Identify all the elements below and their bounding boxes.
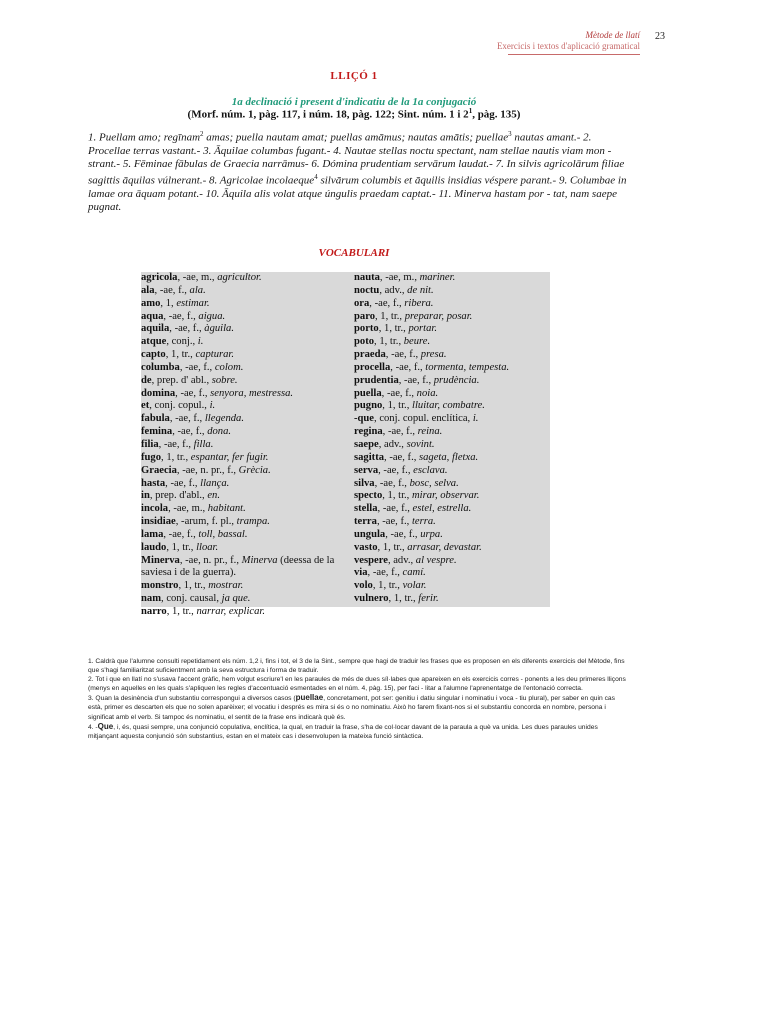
vocab-entry: [141, 400, 341, 413]
vocab-headword: pugno: [354, 400, 383, 412]
footnote-2: 2. Tot i que en llatí no s'usava l'accent gràfic, hem volgut escriure'l en les paraules de més de dues síl·labes que apareixen en els exercicis corres - ponents a les deu primeres lliçons (menys en aquelles en les quals s'apliquen les regles d'accentuació esmentades en el núm. 4, pàg. 15), per faci - litar a l'alumne l'aprenentatge de l'entonació correcta.: [88, 676, 626, 693]
vocab-translation: mirar, observar.: [411, 490, 480, 502]
vocab-entry: [141, 490, 341, 503]
vocab-headword: vespere: [354, 554, 388, 566]
vocab-translation: noia.: [416, 387, 439, 399]
vocab-entry: [141, 452, 341, 465]
vocab-entry: [354, 465, 550, 478]
vocab-grammar: , -ae, f.,: [175, 387, 211, 399]
vocab-grammar: , -ae, f.,: [398, 374, 434, 386]
vocab-grammar: , -ae, f.,: [374, 477, 410, 489]
vocab-entry: [354, 503, 550, 516]
vocab-entry: [354, 298, 550, 311]
vocab-headword: de: [141, 374, 152, 386]
vocab-headword: silva: [354, 477, 375, 489]
vocab-headword: in: [141, 490, 150, 502]
vocab-translation: i.: [209, 400, 216, 412]
vocab-grammar: , -ae, n. pr., f.,: [179, 554, 242, 566]
vocab-entry: [141, 555, 341, 581]
vocab-headword: -que: [354, 413, 375, 425]
vocab-translation: colom.: [214, 361, 244, 373]
vocab-entry: [141, 311, 341, 324]
vocab-translation: volar.: [402, 580, 427, 592]
vocabulary-right-column: [354, 272, 550, 606]
vocab-headword: nam: [141, 593, 162, 605]
vocab-grammar: , 1, tr.,: [166, 541, 197, 553]
header-subtitle: Exercicis i textos d'aplicació gramatical: [496, 41, 640, 51]
vocab-entry: [354, 478, 550, 491]
vocab-translation: ala.: [189, 284, 206, 296]
vocab-translation: mariner.: [419, 272, 456, 283]
vocab-grammar: , -ae, f.,: [165, 477, 201, 489]
vocab-translation: sovint.: [406, 438, 435, 450]
vocab-entry: [141, 593, 341, 606]
vocab-headword: amo: [141, 297, 161, 309]
vocab-entry: [354, 439, 550, 452]
vocab-headword: aqua: [141, 310, 164, 322]
footnote-4-text-b: , i, és, quasi sempre, una conjunció copulativa, enclítica, la qual, en traduir la frase, s'ha de col·locar davant de la paraula a què va unida. Les dues paraules unides mitjançant aquesta conjunció són substantius, estan en el mateix cas i desenvolupen la mateixa funció sintàctica.: [88, 723, 598, 740]
vocab-headword: atque: [141, 336, 167, 348]
vocab-grammar: , -ae, m.,: [168, 503, 208, 515]
vocab-translation: prudència.: [433, 374, 480, 386]
vocab-headword: regina: [354, 426, 383, 438]
vocab-headword: specto: [354, 490, 383, 502]
vocab-entry: [354, 516, 550, 529]
vocab-grammar: , -ae, n. pr., f.,: [176, 464, 239, 476]
vocab-grammar: , -ae, f.,: [385, 528, 421, 540]
header-rule: [508, 54, 640, 55]
vocab-grammar: , -ae, f.,: [169, 413, 205, 425]
vocab-headword: porto: [354, 323, 379, 335]
vocab-grammar: , -ae, f.,: [384, 451, 420, 463]
vocab-grammar: , conj. copul. enclítica,: [374, 413, 473, 425]
vocab-headword: ungula: [354, 528, 386, 540]
vocab-headword: insidiae: [141, 516, 176, 528]
vocab-entry: [354, 311, 550, 324]
vocab-translation: urpa.: [420, 528, 443, 540]
vocab-headword: sagitta: [354, 451, 385, 463]
vocab-headword: poto: [354, 336, 375, 348]
vocab-translation: camí.: [402, 567, 426, 579]
vocab-headword: Graecia: [141, 464, 177, 476]
vocab-grammar: , -ae, f.,: [382, 426, 418, 438]
vocab-headword: prudentia: [354, 374, 399, 386]
vocab-headword: praeda: [354, 349, 386, 361]
vocab-translation: portar.: [408, 323, 438, 335]
vocab-translation: lluitar, combatre.: [412, 400, 485, 412]
running-header: [497, 30, 640, 52]
vocabulary-title: VOCABULARI: [318, 247, 390, 259]
vocab-entry: [354, 400, 550, 413]
vocabulary-box: [141, 272, 550, 617]
vocab-entry: [354, 593, 550, 606]
vocab-translation: bosc, selva.: [409, 477, 459, 489]
vocab-entry: [354, 555, 550, 568]
exercise-text-4: silvārum columbis et āquilis insidias véspere parant.- 9. Columbae in lamae ora āquam potant.- 10. Āquila alis volat atque úngulis praedam captat.- 11. Minerva hastam por - tat, nam saepe pugnat.: [88, 174, 627, 214]
vocab-grammar: , 1, tr.,: [378, 323, 409, 335]
vocab-headword: paro: [354, 310, 375, 322]
vocab-grammar: , -ae, f.,: [376, 516, 412, 528]
vocab-translation: trampa.: [236, 516, 270, 528]
vocab-grammar: , prep. d' abl.,: [151, 374, 212, 386]
vocab-headword: procella: [354, 361, 391, 373]
refs-text-end: , pàg. 135): [472, 108, 521, 121]
vocab-headword: femina: [141, 426, 173, 438]
vocab-translation: arrasar, devastar.: [407, 541, 482, 553]
vocab-translation: Grècia.: [238, 464, 271, 476]
vocab-translation: lloar.: [196, 541, 219, 553]
vocab-entry: [141, 529, 341, 542]
vocab-translation: habitant.: [207, 503, 246, 515]
vocab-headword: ora: [354, 297, 370, 309]
lesson-references: [0, 107, 708, 121]
exercise-text-2: amas; puella nautam amat; puellas amāmus; nautas amātis; puellae: [203, 131, 509, 144]
vocab-grammar: , 1, tr.,: [377, 541, 408, 553]
vocab-headword: narro: [141, 605, 167, 617]
vocab-grammar: , adv.,: [387, 554, 416, 566]
vocab-headword: fugo: [141, 451, 162, 463]
footnote-1: 1. Caldrà que l'alumne consulti repetidament els núm. 1,2 i, fins i tot, el 3 de la Sint., sempre que hagi de traduir les frases que es proposen en els diferents exercicis del Mètode, fins que s'hagi familiaritzat suficientment amb la seva estructura i forma de traduir.: [88, 658, 625, 675]
vocab-translation: dona.: [207, 426, 232, 438]
vocab-grammar: , conj. causal,: [161, 593, 222, 605]
vocab-translation: capturar.: [195, 349, 235, 361]
vocab-entry: [354, 490, 550, 503]
footnote-marker-4: 4: [314, 173, 318, 182]
vocab-headword: vasto: [354, 541, 378, 553]
vocab-grammar: , 1, tr.,: [382, 400, 413, 412]
vocab-grammar: , adv.,: [378, 438, 407, 450]
vocab-headword: noctu: [354, 284, 380, 296]
vocab-note: (deessa de la saviesa i de la guerra).: [141, 554, 335, 579]
vocab-grammar: , -ae, f.,: [390, 361, 426, 373]
vocab-headword: aquila: [141, 323, 170, 335]
vocab-entry: [141, 285, 341, 298]
vocab-entry: [141, 542, 341, 555]
vocab-entry: [141, 465, 341, 478]
lesson-subtitle: 1a declinació i present d'indicatiu de la 1a conjugació: [231, 96, 477, 108]
vocab-grammar: , -ae, f.,: [385, 349, 421, 361]
vocab-headword: hasta: [141, 477, 166, 489]
vocabulary-left-column: [141, 272, 341, 619]
vocab-translation: terra.: [411, 516, 436, 528]
vocab-headword: stella: [354, 503, 378, 515]
exercise-paragraph: [88, 128, 628, 215]
vocab-grammar: , -arum, f. pl.,: [175, 516, 237, 528]
vocab-headword: ala: [141, 284, 155, 296]
vocab-grammar: , -ae, f.,: [154, 284, 190, 296]
vocab-headword: capto: [141, 349, 166, 361]
vocab-entry: [141, 336, 341, 349]
vocab-grammar: , 1, tr.,: [382, 490, 412, 502]
vocab-translation: estimar.: [176, 297, 210, 309]
vocab-grammar: , conj.,: [166, 336, 198, 348]
vocab-entry: [141, 580, 341, 593]
vocab-grammar: , 1, tr.,: [165, 349, 196, 361]
footnotes: [88, 657, 626, 741]
vocab-entry: [141, 413, 341, 426]
vocab-grammar: , prep. d'abl.,: [149, 490, 208, 502]
vocab-entry: [354, 542, 550, 555]
vocab-headword: filia: [141, 438, 159, 450]
vocab-translation: al vespre.: [415, 554, 457, 566]
vocab-entry: [354, 323, 550, 336]
vocab-headword: via: [354, 567, 368, 579]
vocab-grammar: , 1, tr.,: [375, 310, 405, 322]
vocab-translation: ja que.: [221, 593, 251, 605]
vocab-translation: reina.: [417, 426, 443, 438]
footnote-marker-3: 3: [508, 130, 512, 138]
vocab-headword: incola: [141, 503, 169, 515]
vocab-grammar: , -ae, f.,: [179, 361, 215, 373]
vocab-entry: [141, 375, 341, 388]
vocab-translation: estel, estrella.: [412, 503, 472, 515]
vocab-entry: [354, 375, 550, 388]
footnote-4: [88, 722, 626, 741]
vocab-grammar: , adv.,: [379, 284, 408, 296]
vocab-entry: [141, 362, 341, 375]
header-title: Mètode de llatí: [585, 30, 640, 40]
vocab-entry: [354, 426, 550, 439]
vocab-translation: esclava.: [413, 464, 448, 476]
footnote-3-keyword: puellae: [295, 693, 324, 703]
footnote-4-text-a: 4. -: [88, 723, 98, 731]
vocab-headword: columba: [141, 361, 180, 373]
refs-text: (Morf. núm. 1, pàg. 117, i núm. 18, pàg. 122; Sint. núm. 1 i 2: [187, 108, 469, 121]
vocab-headword: lama: [141, 528, 164, 540]
vocab-entry: [141, 323, 341, 336]
vocab-entry: [354, 349, 550, 362]
footnote-3-text-a: 3. Quan la desinència d'un substantiu correspongui a diversos casos (: [88, 695, 296, 703]
vocab-entry: [141, 388, 341, 401]
vocab-headword: puella: [354, 387, 382, 399]
vocab-grammar: , -ae, f.,: [377, 503, 413, 515]
footnote-marker-2: 2: [200, 130, 204, 138]
vocab-headword: serva: [354, 464, 379, 476]
vocab-headword: monstro: [141, 580, 179, 592]
vocab-translation: preparar, posar.: [404, 310, 473, 322]
vocab-translation: i.: [472, 413, 479, 425]
vocab-grammar: , -ae, f.,: [369, 297, 405, 309]
vocab-grammar: , -ae, m.,: [177, 272, 218, 283]
vocab-translation: espantar, fer fugir.: [190, 451, 269, 463]
vocab-headword: vulnero: [354, 593, 389, 605]
vocab-grammar: , -ae, f.,: [381, 387, 417, 399]
vocab-translation: ferir.: [418, 593, 439, 605]
footnote-3: [88, 693, 626, 721]
vocab-entry: [354, 452, 550, 465]
vocab-headword: et: [141, 400, 150, 412]
vocab-headword: Minerva: [141, 554, 180, 566]
vocab-grammar: , -ae, f.,: [158, 438, 194, 450]
vocab-grammar: , 1,: [160, 297, 177, 309]
vocab-translation: sobre.: [211, 374, 238, 386]
vocab-entry: [141, 516, 341, 529]
vocab-entry: [141, 503, 341, 516]
vocab-entry: [141, 349, 341, 362]
vocab-entry: [141, 439, 341, 452]
vocab-translation: narrar, explicar.: [196, 605, 266, 617]
page-number: 23: [655, 31, 665, 42]
exercise-text-3: nautas amant.- 2. Procellae terras vastant.- 3. Āquilae columbas fugant.- 4. Nautae stellas noctu spectant, nam stellae nautis viam mon - strant.- 5. Fēminae fābulas de Graecia narrāmus- 6. Dómina prudentiam servārum laudat.- 7. In silvis agricolārum filiae sagittis āquilas vúlnerant.- 8. Agricolae incolaeque: [88, 131, 625, 187]
vocab-translation: i.: [197, 336, 204, 348]
vocab-entry: [354, 580, 550, 593]
vocab-grammar: , -ae, f.,: [172, 426, 208, 438]
footnote-4-keyword: Que: [97, 721, 114, 731]
vocab-entry: [141, 272, 341, 285]
vocab-grammar: , 1, tr.,: [374, 336, 404, 348]
vocab-grammar: , 1, tr.,: [161, 451, 191, 463]
refs-footnote-marker: 1: [468, 107, 473, 115]
vocab-translation: presa.: [420, 349, 447, 361]
vocab-translation: mostrar.: [208, 580, 244, 592]
vocab-entry: [354, 567, 550, 580]
vocab-entry: [354, 336, 550, 349]
vocab-translation: aigua.: [198, 310, 226, 322]
vocab-grammar: , 1, tr.,: [178, 580, 209, 592]
vocab-translation: sageta, fletxa.: [419, 451, 479, 463]
vocab-grammar: , -ae, f.,: [163, 528, 199, 540]
vocab-entry: [354, 413, 550, 426]
vocab-grammar: , conj. copul.,: [149, 400, 210, 412]
vocab-translation: tormenta, tempesta.: [425, 361, 510, 373]
vocab-translation: ribera.: [404, 297, 434, 309]
vocab-translation: de nit.: [407, 284, 434, 296]
vocab-translation: agricultor.: [217, 272, 262, 283]
footnote-3-text-b: , concretament, pot ser: genitiu i datiu singular i nominatiu i voca - tiu plural), per saber en quin cas està, primer es descarten els que no solen aparèixer; el vocatiu i després es mira si és o no nominatiu. Això ho farem fixant-nos si el substantiu concorda en nombre, persona i significat amb el verb. Si tampoc és nominatiu, el sentit de la frase ens indicarà què és.: [88, 695, 615, 721]
vocab-translation: àguila.: [204, 323, 234, 335]
vocab-grammar: , -ae, f.,: [163, 310, 199, 322]
vocab-entry: [354, 388, 550, 401]
exercise-text-1: 1. Puellam amo; regīnam: [88, 131, 201, 144]
vocab-entry: [354, 529, 550, 542]
vocab-translation: Minerva: [241, 554, 278, 566]
lesson-title: LLIÇÓ 1: [330, 70, 378, 82]
vocab-grammar: , -ae, f.,: [169, 323, 205, 335]
vocab-headword: laudo: [141, 541, 167, 553]
vocab-grammar: , -ae, m.,: [379, 272, 420, 283]
vocab-translation: beure.: [403, 336, 431, 348]
vocab-translation: senyora, mestressa.: [210, 387, 294, 399]
vocab-grammar: , 1, tr.,: [166, 605, 197, 617]
vocab-entry: [141, 478, 341, 491]
vocab-headword: fabula: [141, 413, 170, 425]
vocab-headword: agricola: [141, 272, 178, 283]
vocab-headword: saepe: [354, 438, 379, 450]
vocab-translation: en.: [207, 490, 221, 502]
vocab-headword: terra: [354, 516, 377, 528]
vocab-translation: filla.: [193, 438, 214, 450]
vocab-grammar: , 1, tr.,: [388, 593, 419, 605]
vocab-translation: toll, bassal.: [198, 528, 248, 540]
vocab-entry: [354, 285, 550, 298]
vocab-headword: volo: [354, 580, 373, 592]
vocab-entry: [354, 272, 550, 285]
vocab-translation: llegenda.: [204, 413, 244, 425]
vocab-entry: [354, 362, 550, 375]
vocab-entry: [141, 606, 341, 619]
vocab-grammar: , -ae, f.,: [378, 464, 414, 476]
vocab-entry: [141, 298, 341, 311]
vocab-translation: llança.: [200, 477, 230, 489]
vocab-grammar: , 1, tr.,: [372, 580, 403, 592]
vocab-headword: nauta: [354, 272, 380, 283]
vocab-headword: domina: [141, 387, 176, 399]
vocab-entry: [141, 426, 341, 439]
vocab-grammar: , -ae, f.,: [367, 567, 403, 579]
